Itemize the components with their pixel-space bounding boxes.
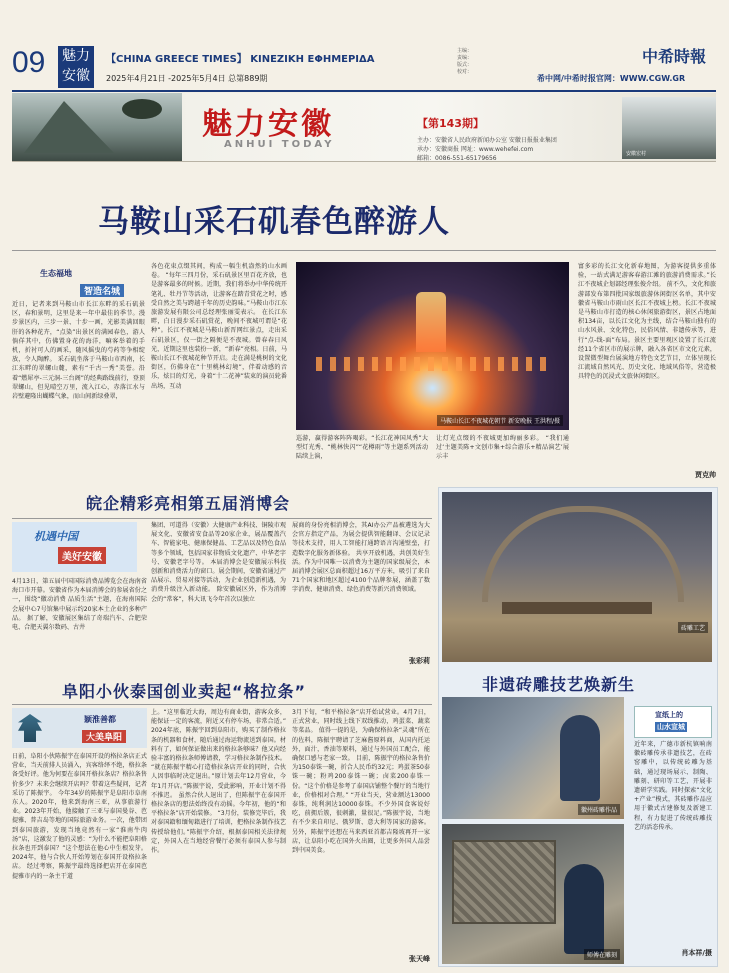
banner-photo-right (622, 97, 716, 159)
article3-col2: 上。“这里临近大海，周边有商业街，游客众多，能保证一定的客流，附近又有停车场，非常合适。” 2024年底，陈振宇回到阜阳市，购买了制作格拉条的机器和食材，随后通过海运物流送到泰国。材料有了，如何保证做出来的格拉条够味？他又向经验丰富的格拉条师傅请教，学习格拉条制作技术。 “就在陈振宇精心打造格拉条店开业的同时，合伙人因事临时决定退出。”原计划去年12月营业，今年1月开店。”陈振宇说，受此影响，开业计划不得不推迟。 虽然合伙人退出了，但陈振宇在泰国开格拉条店的想法始终没有动摇。今年初，他的“和平格拉条”店开始装修。 “3月份，装修完毕后，我对泰国籍和缅甸籍进行了培训，把格拉条制作技艺传授给他们。”陈振宇介绍，根据泰国相关法律规定，外国人在当地经营餐厅必须有泰国人参与制作。 (151, 709, 286, 855)
tag-title: 颖淮善都 (84, 715, 116, 724)
article1-rule (12, 250, 716, 251)
section-label (58, 46, 94, 88)
light-tower (416, 292, 446, 352)
paper-name: 【CHINA GREECE TIMES】 KINEZIKH EΦHMEPIΔA (106, 54, 375, 65)
article4-headline: 非遗砖雕技艺焕新生 (482, 675, 636, 694)
banner-photo-caption: 安徽宏村 (626, 151, 647, 157)
article4-top-photo (442, 492, 712, 662)
craftsman-figure (564, 864, 604, 954)
article4-bottom-photo (442, 824, 624, 964)
date-text: 2025年4月21日 -2025年5月4日 (106, 74, 226, 83)
header-rule (12, 90, 716, 92)
issue-text: 总第889期 (228, 74, 268, 83)
banner-subtitle: ANHUI TODAY (224, 139, 335, 150)
banner-email: 邮箱：0086-551-65179656 (417, 155, 497, 162)
article2-headline: 皖企精彩亮相第五届消博会 (86, 494, 291, 513)
tag-subtitle: 大美阜阳 (82, 730, 126, 743)
banner-title: 魅力安徽 (202, 107, 334, 142)
photo-caption: 徽州砖雕作品 (578, 804, 620, 815)
article2-rule (12, 518, 432, 519)
tag-subtitle: 智造名城 (80, 284, 124, 297)
banner-photo-left (12, 93, 182, 161)
article1-col1: 近日，记者来到马鞍山市长江东畔的采石矶景区，春和景明，这里是来一年中最佳的季节。漫步景区内，三步一景、十步一画，光影美满回眼肝的各种花卉，“点染”出景区的满园春色，游人倘佯其中，仿佛置身花的海洋，嘛客举着的手机，折衬可人的画采，随风摇曳的芍药等争相绽放，令人陶醉。 采石矶坐落于马鞍山市西南，长江东畔的翠螺山麓，素有“千古一秀”美誉。沿着“燃犀亭-三元洞-三台阁”的经典路线前行，登顶翠螺山，但见晴空万里，流入江心，赤落江水与岩壁避隆出蝴蝶气象，而山间新绿叠翠， (12, 301, 145, 401)
date-range (106, 73, 267, 84)
tag-title: 宣纸上的 (655, 711, 683, 719)
article2-col1: 4月13日，第五届中国国际消费品博览会在海南省海口市开幕。安徽省作为本届消博会的参展省份之一，围绕“徽动消费 品质生活”主题，在海南国际会展中心7号馆集中展示约20家本土企业的多种产品。 据了解，安徽展区集结了奇瑞汽车、合肥荣电、合肥天翼尔数码、古井 (12, 578, 147, 632)
article1-col-right: 富多彩的长江文化新春地图，为游客提供多重体验，一站式满足游客春游江滩的旅游消费需求。”长江不夜城企划部经理张俊介绍。 前不久，文化和旅游部发布第四批国家级旅游休闲街区名单，其中安徽省马鞍山市雨山区长江不夜城上榜。长江不夜城是马鞍山市打造的核心休闲旅游街区，景区占地面积134亩，以长江文化为主线，结合马鞍山独有的山水风景、文化特色，民俗风情、非遗传承等，进行“点-线-面”布局。景区主要里观区设置了长江流经11个省区市的展示牌，融入各省区市文化元素，设置微型舞台展演地方特色文艺节目，立体呈现长江流域自然风光、历史文化、地域风俗等，营造极具特色的沉浸式文旅休闲街区。 (578, 263, 716, 381)
arch-window (482, 506, 684, 602)
workbench (502, 602, 652, 614)
photo-tag: 砖雕工艺 (678, 622, 708, 633)
article1-tag (40, 268, 148, 298)
article3-byline: 张天峰 (409, 955, 430, 963)
pine-tree (122, 99, 162, 119)
editor-line: 版式： (457, 62, 473, 68)
banner-organizer: 承办：安徽商报 网址：www.wehefei.com (417, 146, 534, 153)
masthead (12, 44, 716, 94)
section-label-text: 魅力安徽 (62, 48, 90, 84)
tag-subtitle: 美好安徽 (58, 547, 106, 564)
article3-headline: 阜阳小伙泰国创业卖起“格拉条” (62, 682, 307, 701)
tag-title: 机遇中国 (34, 530, 78, 543)
craftsman-figure (560, 715, 600, 801)
article2-col3: 展商的身份亮相消博会，其AI办公产品被遴选为大会官方指定产品，为展会提供智能翻译、会议记录等技术支持，用人工智能打通跨语言沟通壁垒，打造数字化服务新体验。 共享开放机遇，共创美好生活。作为中国唯一以消费为主题的国家级展会，本届消博会展区总面积超过16万平方米，吸引了来自71个国家和地区超过4100个品牌参展，涵盖了数字消费、健康消费、绿色消费等新兴消费领域。 (292, 522, 430, 594)
editor-line: 校对： (457, 69, 473, 75)
article4-mid-photo (442, 697, 624, 819)
editor-box (457, 48, 497, 76)
banner (12, 93, 716, 162)
article2-tag (12, 522, 137, 572)
website-link[interactable]: 希中网/中希时报官网：WWW.CGW.GR (537, 74, 686, 83)
paper-logo: 中希時報 (642, 47, 707, 66)
article4-byline: 肖本祥/摄 (681, 949, 712, 957)
article4-body: 近年来，广德市新杭镇响南徽砖雕传承非遗技艺，在砖窑雕中，以传统砖雕为基础，通过现场展示、制陶、雕刻、研印等工艺，开展非遗研学实践。同时探索“文化+产业”模式，其砖雕作品应用于徽式古建修复及新建工程，有力促进了传统砖雕技艺的活态传承。 (634, 741, 712, 831)
mountain-shape (24, 101, 114, 153)
article1-photo-caption: 马鞍山长江不夜城花朝节 新安晚报 王洪程/摄 (437, 415, 563, 426)
carved-panel (452, 840, 556, 924)
article1-byline: 贾克帅 (695, 471, 716, 479)
article2-byline: 张彩莉 (409, 657, 430, 665)
tag-subtitle: 山水宣城 (657, 723, 685, 731)
article1-headline: 马鞍山采石矶春色醉游人 (98, 204, 450, 240)
article1-below-photo-right: 让灯光点缀的不夜城更加绚丽多彩。 “我们通过‘主题美陈+文创市集+综合游乐+精品演艺’展示丰 (436, 435, 569, 461)
lantern-row (316, 357, 549, 371)
article4-tag (634, 706, 712, 738)
article3-col3: 3月下旬，“和平格拉条”店开始试营业。4月7日，正式营业，同时线上线下双线推动，鸡蛋菜、蔬菜等菜品。 值得一提的是，为确保格拉条“灵魂”所在的佐料，陈振宇聘请了芝麻酱原料商，从国内托运外，面汁，香油等原料，通过与外国员工配合，能确保口感与老家一致。 目前，陈振宇的格拉条售价为150泰铢一碗，折合人民币约32元；鸡蛋茶50泰铢一碗；粉鸡200泰铢一碗；卤菜200泰铢一份。“这个价格是参考了泰国店铺整个餐厅的当地行业，价格相对合理。” “开业当天，营业额达13000泰铢，纯利润达10000泰铢。不少外国食客说好吃，前拥后簇，很刺激，量很足。”陈振宇说，当地有不少来自印尼、俄罗斯、意大利等国家的游客。 另外，陈振宇还想在马来西亚首都吉隆坡再开一家店，让阜阳小吃在国外火出圈，让更多外国人品尝到中国美食。 (292, 709, 430, 855)
article2-col2: 集团、可道得（安徽）大健康产业科技、铜陵市观展文化、安徽省安食品等20家企业，展品覆盖汽车、智能家电、健康保健品、工艺品以及特色食品等多个领域，包括国家非物质文化遗产、中华老字号、安徽老字号等。 本届消博会是安徽展示科技创新和消费活力的窗口。展会期间，安徽省通过产品展示、贸易对接等活动，为企业创造新机遇，为消费升级注入新动能。 除安徽展区外，作为消博会的“常客”，科大讯飞今年首次以独立 (151, 522, 286, 603)
article1-col2: 各色花束点缀其间，构成一幅生机盎然的山水画卷。 “每年三四月份，采石矶景区里百花齐放，也是游客最多的时候。近期，我们将举办中华传统开笔礼、牡丹节等活动，让游客在踏青赏花之时，感受自然之美与跨越千年的历史韵味。”马鞍山市江东旅游发展有限公司总经理张丽雯表示。 在长江东畔，白日漫步采石矶赏花，晚间不夜城可谓是“花种”。长江不夜城是马鞍山新晋网红景点，走出采石矶景区，仅一街之隔便是不夜城。曾春春日风光，近期这里也装扮一新，“新春”亮相。日前，马鞍山长江不夜城花种节开启。走在满是桃树的文化街区，仿佛身在“十里桃林幻境”，伴着动感的音乐，炫目的灯光，身着“十二花神”装束的演员轮番出场，互动 (151, 263, 287, 390)
page-number: 09 (12, 46, 46, 79)
article1-below-photo-left: 巡游，赢得游客阵阵喝彩。“长江花神国风秀”大型灯光秀、“桃林快闪”“花樽雨”等主题系列活动陆续上演， (296, 435, 428, 461)
article3-tag (12, 708, 147, 748)
issue-tag: 【第143期】 (417, 117, 484, 130)
editor-line: 主编： (457, 48, 473, 54)
article3-col1: 日前，阜阳小伙陈振宇在泰国开设的格拉条店正式营业，当天前排人员涌入，宾客络绎不绝，格拉条备受好评。他为何要在泰国开格拉条店？格拉条售价多少？未来会继续开店吗？带着这些疑问，记者采访了陈振宇。 今年34岁的陈振宇是阜阳市阜南东人。2020年，他来到海南三亚，从事旅游行业。2023年开始，他接触了三亚与泰国曼谷、芭提雅、普吉岛等地的国际旅游业务。一次，他带团到泰国旅游，发现当地竟然有一家“淮南牛肉汤”店，这激发了他的灵感：“为什么不能把阜阳格拉条也开到泰国？”这个想法在他心中生根发芽。2024年，他与合伙人开始筹划在泰国开设格拉条店。 经过考察，陈振宇最终选择把店开在泰国芭提雅市内的一条主干道 (12, 753, 147, 880)
tag-pagoda-icon (18, 714, 42, 742)
tag-title: 生态福地 (40, 269, 72, 278)
photo-caption: 师傅在雕刻 (584, 949, 620, 960)
editor-line: 责编： (457, 55, 473, 61)
article3-rule (12, 704, 432, 705)
article1-photo (296, 262, 569, 430)
banner-host: 主办：安徽省人民政府新闻办公室 安徽日报报业集团 (417, 137, 557, 144)
